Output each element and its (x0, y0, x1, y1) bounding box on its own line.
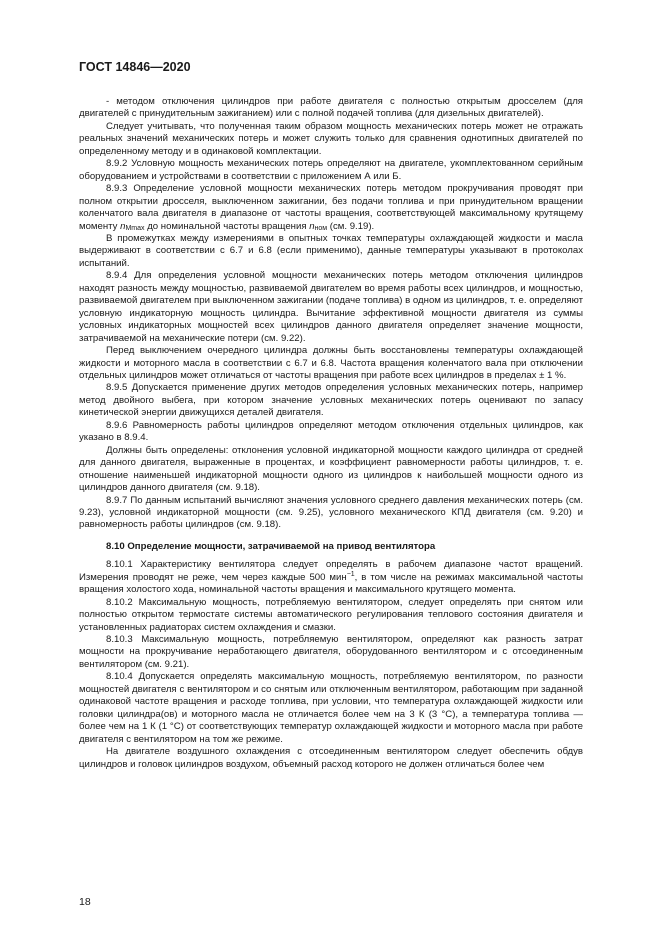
text-run: 8.9.3 Определение условной мощности механических потерь методом прокручивания проводят при полном открытии дросселя, выключенном зажигании, без подачи топлива и при принудительном вращении коленчатого вала двигателя в диапазоне от частоты вращения, соответствующей максимальному крутящему моменту (79, 183, 583, 232)
subscript-nom: ном (314, 224, 328, 232)
section-heading: 8.10 Определение мощности, затрачиваемой на привод вентилятора (106, 540, 436, 552)
page-number: 18 (79, 896, 91, 908)
paragraph: 8.9.7 По данным испытаний вычисляют значения условного среднего давления механических потерь (см. 9.23), условной индикаторной мощности (см. 9.25), условного механического КПД двигателя (см. 9.20) и равномерность работы цилиндров (см. 9.18). (79, 494, 583, 531)
paragraph: Следует учитывать, что полученная таким образом мощность механических потерь может не отражать реальных значений механических потерь и может служить только для сравнения однотипных двигателей по определенному методу и в одинаковой комплектации. (79, 120, 583, 157)
paragraph: 8.10.2 Максимальную мощность, потребляемую вентилятором, следует определять при снятом или полностью открытом термостате системы автоматического регулирования теплового состояния двигателя и установленных радиаторах систем охлаждения и смазки. (79, 596, 583, 633)
paragraph: - методом отключения цилиндров при работе двигателя с полностью открытым дросселем (для двигателей с принудительным зажиганием) или с полной подачей топлива (для дизельных двигателей). (79, 96, 583, 120)
superscript-minus-one: −1 (346, 570, 355, 578)
paragraph: 8.9.5 Допускается применение других методов определения условных механических потерь, например метод двойного выбега, при котором значение условных механических потерь оценивают по запасу кинетической энергии движущихся деталей двигателя. (79, 382, 583, 419)
paragraph: Перед выключением очередного цилиндра должны быть восстановлены температуры охлаждающей жидкости и моторного масла в соответствии с 6.7 и 6.8. Частота вращения коленчатого вала при отключении отдельных цилиндров может отличаться от частоты вращения при работе всех цилиндров в пределах ± 1 %. (79, 345, 583, 381)
paragraph: 8.10.3 Максимальную мощность, потребляемую вентилятором, определяют как разность затрат мощности на прокручивание неработающего двигателя, оборудованного вентилятором и с отсоединенным вентилятором (см. 9.21). (79, 634, 583, 670)
text-run: (см. 9.19). (327, 220, 375, 232)
paragraph: На двигателе воздушного охлаждения с отсоединенным вентилятором следует обеспечить обдув цилиндров и головок цилиндров воздухом, объемный расход которого не должен отличаться более чем (79, 746, 583, 770)
text-run: 8.10.1 Характеристику вентилятора следует определять в рабочем диапазоне частот вращений. Измерения проводят не реже, чем через каждые 500 мин (79, 559, 583, 583)
symbol-n: n (309, 220, 315, 232)
paragraph: 8.10.4 Допускается определять максимальную мощность, потребляемую вентилятором, по разности мощностей двигателя с вентилятором и со снятым или отключенным вентилятором, работающим при заданной одинаковой частоте вращения и расходе топлива, при условии, что температура охлаждающей жидкости или головки цилиндра(ов) и моторного масла не отличается более чем на 3 К (3 °C), а температура топлива — более чем на 1 К (1 °C) от соответствующих температур охлаждающей жидкости и моторного масла при работе двигателя с вентилятором на том же режиме. (79, 671, 583, 745)
paragraph: Должны быть определены: отклонения условной индикаторной мощности каждого цилиндра от средней для данного двигателя, выраженные в процентах, и коэффициент равномерности работы цилиндров, т. е. отношение наименьшей индикаторной мощности одного из цилиндров к наибольшей мощности одного из цилиндров данного двигателя (см. 9.18). (79, 444, 583, 494)
paragraph: В промежутках между измерениями в опытных точках температуры охлаждающей жидкости и масла выдерживают в соответствии с 6.7 и 6.8 (если применимо), данные температуры указывают в протоколах испытаний. (79, 232, 583, 269)
symbol-n: n (120, 220, 126, 232)
standard-header: ГОСТ 14846—2020 (79, 60, 191, 74)
paragraph: 8.9.6 Равномерность работы цилиндров определяют методом отключения отдельных цилиндров, как указано в 8.9.4. (79, 419, 583, 444)
paragraph-8-9-3 (79, 183, 583, 233)
text-run: до номинальной частоты вращения (144, 220, 310, 232)
paragraph-8-10-1 (79, 559, 583, 596)
subscript-mmax: Mmax (125, 224, 145, 232)
text-run: , в том числе на режимах максимальной частоты вращения холостого хода, номинальной частоты вращения и максимального крутящего момента. (79, 571, 583, 596)
paragraph: 8.9.2 Условную мощность механических потерь определяют на двигателе, укомплектованном серийным оборудованием и устройствами в соответствии с приложением А или Б. (79, 158, 583, 182)
paragraph: 8.9.4 Для определения условной мощности механических потерь методом отключения цилиндров находят разность между мощностью, развиваемой двигателем во время работы всех цилиндров, и мощностью, развиваемой двигателем при выключенном зажигании (подаче топлива) в одном из цилиндров, т. е. определяют условную индикаторную мощность цилиндра. Вычитание эффективной мощности двигателя из суммы условных индикаторных мощностей всех цилиндров данного двигателя определяет значение мощности, затрачиваемой на механические потери (см. 9.22). (79, 270, 583, 344)
page-body (79, 96, 583, 771)
